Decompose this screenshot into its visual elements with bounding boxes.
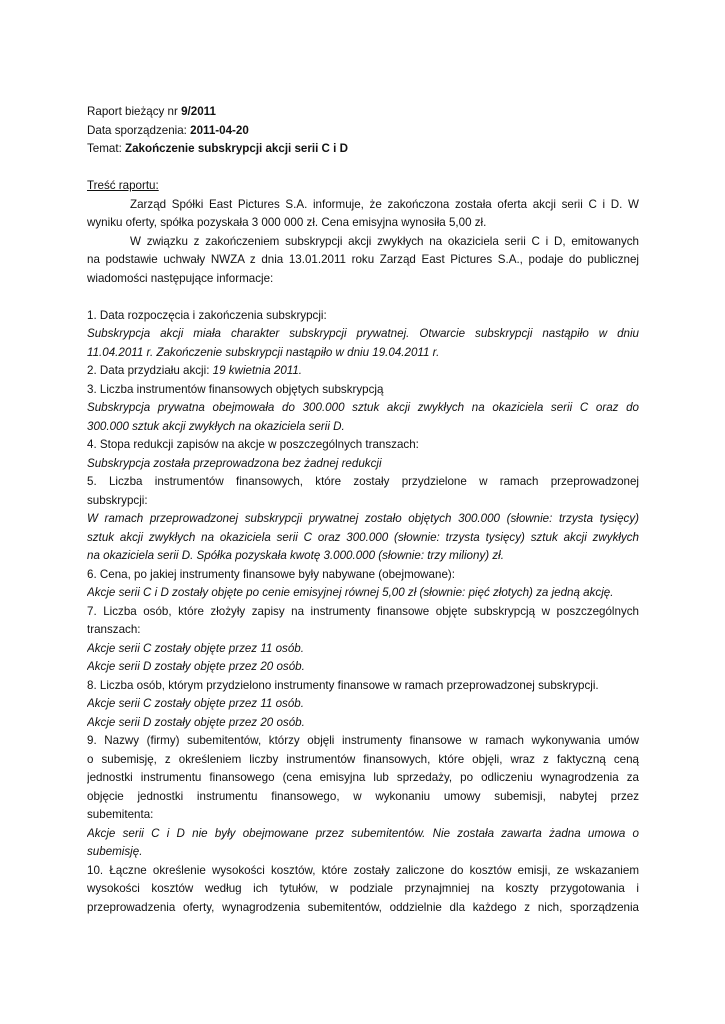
section-answer-line: Subskrypcja prywatna obejmowała do 300.000 sztuk akcji zwykłych na okaziciela serii C oraz do bbox=[87, 401, 639, 414]
section-heading: subemitenta: bbox=[87, 808, 154, 821]
report-date-label: Data sporządzenia: bbox=[87, 123, 191, 137]
section-answer-line: sztuk akcji zwykłych na okaziciela serii C oraz 300.000 (słownie: trzysta tysięcy) sztuk akcji zwykłych bbox=[87, 530, 639, 544]
allotment-date-value: 19 kwietnia 2011. bbox=[212, 364, 303, 377]
section-answer-line: Akcje serii C i D zostały objęte po cenie emisyjnej równej 5,00 zł (słownie: pięć złotych) za jedną akcję. bbox=[87, 586, 614, 599]
paragraph-line: W związku z zakończeniem subskrypcji akcji zwykłych na okaziciela serii C i D, emitowanych bbox=[130, 234, 639, 248]
section-answer-line: W ramach przeprowadzonej subskrypcji prywatnej zostało objętych 300.000 (słownie: trzysta tysięcy) bbox=[87, 512, 639, 525]
section-heading: wysokości kosztów według ich tytułów, w podziale przynajmniej na koszty przygotowania i bbox=[87, 882, 639, 895]
paragraph-line: wiadomości następujące informacje: bbox=[87, 271, 274, 285]
paragraph-line: na podstawie uchwały NWZA z dnia 13.01.2011 roku Zarząd East Pictures S.A., podaje do publicznej bbox=[87, 253, 639, 266]
section-answer-line: Akcje serii C i D nie były obejmowane przez subemitentów. Nie została zawarta żadna umowa o bbox=[87, 826, 639, 840]
section-heading: 7. Liczba osób, które złożyły zapisy na instrumenty finansowe objęte subskrypcją w poszczególnych bbox=[87, 604, 639, 618]
section-heading: 8. Liczba osób, którym przydzielono instrumenty finansowe w ramach przeprowadzonej subskrypcji. bbox=[87, 678, 599, 692]
report-subject-line bbox=[87, 140, 639, 159]
section-heading: 5. Liczba instrumentów finansowych, które zostały przydzielone w ramach przeprowadzonej bbox=[87, 475, 639, 488]
report-date-value: 2011-04-20 bbox=[190, 123, 249, 137]
report-date-line bbox=[87, 122, 639, 141]
section-heading: 10. Łączne określenie wysokości kosztów, które zostały zaliczone do kosztów emisji, ze wskazaniem bbox=[87, 863, 639, 877]
section-heading: przeprowadzenia oferty, wynagrodzenia subemitentów, oddzielnie dla każdego z nich, sporządzenia bbox=[87, 900, 639, 914]
section-answer-line: subemisję. bbox=[87, 845, 143, 858]
spacer bbox=[87, 288, 639, 307]
report-number-line bbox=[87, 103, 639, 122]
section-heading: 9. Nazwy (firmy) subemitentów, którzy objęli instrumenty finansowe w ramach wykonywania umów bbox=[87, 734, 639, 747]
section-answer-line: Subskrypcja akcji miała charakter subskrypcji prywatnej. Otwarcie subskrypcji nastąpiło w dniu bbox=[87, 327, 639, 340]
report-subject-label: Temat: bbox=[87, 142, 126, 155]
report-subject-value: Zakończenie subskrypcji akcji serii C i D bbox=[125, 142, 348, 155]
section-heading: jednostki instrumentu finansowego (cena emisyjna lub sprzedaży, po odliczeniu wynagrodzenia za bbox=[87, 771, 639, 784]
paragraph-line: wyniku oferty, spółka pozyskała 3 000 000 zł. Cena emisyjna wynosiła 5,00 zł. bbox=[87, 216, 487, 229]
section-heading: 4. Stopa redukcji zapisów na akcje w poszczególnych transzach: bbox=[87, 438, 419, 451]
section-heading: 3. Liczba instrumentów finansowych objętych subskrypcją bbox=[87, 382, 384, 396]
allotment-date-label: 2. Data przydziału akcji: bbox=[87, 364, 213, 377]
section-heading: 1. Data rozpoczęcia i zakończenia subskrypcji: bbox=[87, 308, 327, 322]
section-heading: subskrypcji: bbox=[87, 493, 148, 507]
section-heading: objęcie jednostki instrumentu finansowego, w wykonaniu umowy subemisji, nabytej przez bbox=[87, 789, 639, 803]
section-answer-line: Akcje serii D zostały objęte przez 20 osób. bbox=[87, 715, 305, 729]
section-answer-line: na okaziciela serii D. Spółka pozyskała kwotę 3.000.000 (słownie: trzy miliony) zł. bbox=[87, 549, 504, 562]
report-number-label: Raport bieżący nr bbox=[87, 105, 182, 118]
paragraph-line: Zarząd Spółki East Pictures S.A. informuje, że zakończona została oferta akcji serii C i D. W bbox=[130, 197, 639, 211]
section-answer-line: Akcje serii C zostały objęte przez 11 osób. bbox=[87, 697, 304, 710]
spacer bbox=[87, 159, 639, 178]
section-answer-line: Akcje serii C zostały objęte przez 11 osób. bbox=[87, 641, 304, 655]
section-answer-line: Akcje serii D zostały objęte przez 20 osób. bbox=[87, 660, 305, 673]
section-heading: transzach: bbox=[87, 623, 141, 636]
report-body-heading: Treść raportu: bbox=[87, 179, 159, 192]
section-heading bbox=[87, 362, 639, 381]
section-heading: o subemisję, z określeniem liczby instrumentów finansowych, które objęli, wraz z faktyczną ceną bbox=[87, 752, 639, 766]
section-answer-line: 11.04.2011 r. Zakończenie subskrypcji nastąpiło w dniu 19.04.2011 r. bbox=[87, 345, 440, 359]
report-number-value: 9/2011 bbox=[181, 105, 216, 118]
section-heading: 6. Cena, po jakiej instrumenty finansowe były nabywane (obejmowane): bbox=[87, 567, 455, 581]
section-answer-line: 300.000 sztuk akcji zwykłych na okaziciela serii D. bbox=[87, 419, 345, 433]
section-answer-line: Subskrypcja została przeprowadzona bez żadnej redukcji bbox=[87, 456, 382, 470]
report-document bbox=[87, 103, 639, 917]
